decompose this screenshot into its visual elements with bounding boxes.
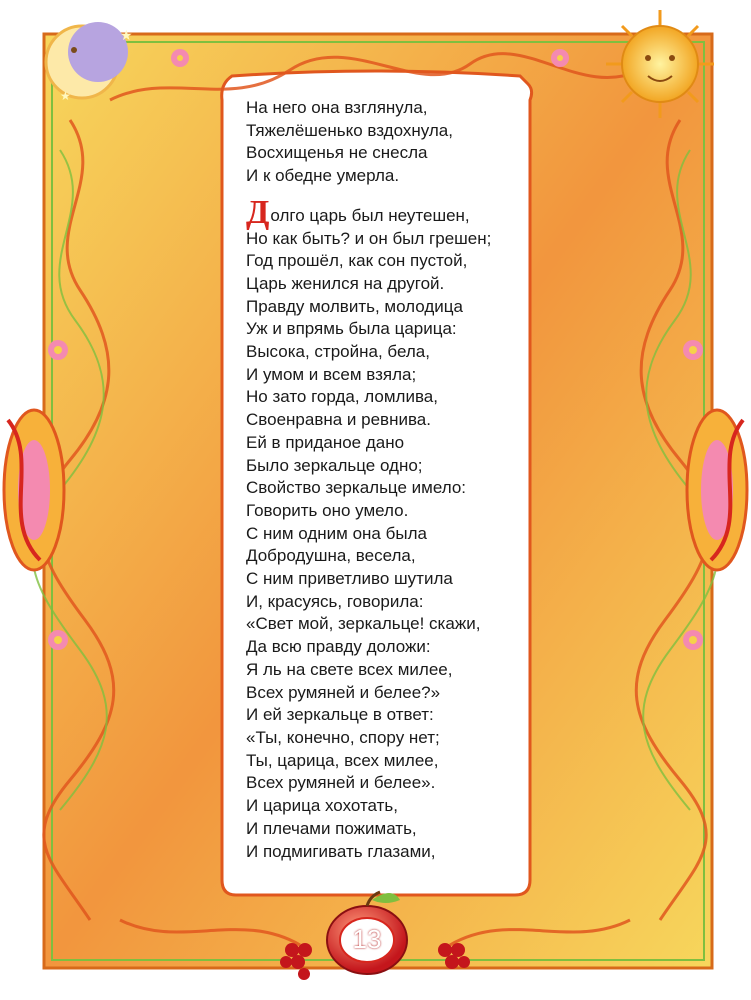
poem-line: С ним одним она была	[246, 523, 427, 543]
poem-line: На него она взглянула,	[246, 98, 428, 117]
poem-line: Высока, стройна, бела,	[246, 342, 430, 362]
drop-cap: Д	[246, 193, 270, 231]
poem-line: Я ль на свете всех милее,	[246, 659, 453, 679]
poem-line: Уж и впрямь была царица:	[246, 319, 457, 339]
svg-text:★: ★	[120, 27, 133, 43]
poem-line: С ним приветливо шутила	[246, 569, 453, 589]
sun-icon	[606, 10, 714, 118]
svg-text:★: ★	[60, 89, 71, 103]
poem-line: Год прошёл, как сон пустой,	[246, 251, 468, 271]
poem-line: Свойство зеркальце имело:	[246, 478, 467, 498]
poem-line: Восхищенья не снесла	[246, 143, 428, 163]
poem-line: И плечами пожимать,	[246, 818, 417, 838]
poem-line: И царица хохотать,	[246, 796, 399, 816]
left-medallion	[4, 410, 64, 570]
right-medallion	[687, 410, 747, 570]
poem-line: И, красуясь, говорила:	[246, 591, 424, 611]
page-number: 13	[352, 924, 382, 954]
poem-line: Говорить оно умело.	[246, 500, 409, 520]
stanza-2	[246, 193, 566, 863]
poem-line: И умом и всем взяла;	[246, 364, 417, 384]
poem-line: «Свет мой, зеркальце! скажи,	[246, 614, 481, 634]
poem-text	[246, 97, 566, 863]
poem-line: Но как быть? и он был грешен;	[246, 228, 492, 248]
poem-line: Всех румяней и белее».	[246, 773, 436, 793]
poem-line: Ты, царица, всех милее,	[246, 750, 439, 770]
poem-line: Было зеркальце одно;	[246, 455, 423, 475]
poem-line: И подмигивать глазами,	[246, 841, 436, 861]
poem-line: Да всю правду доложи:	[246, 637, 431, 657]
poem-line: Тяжелёшенько вздохнула,	[246, 120, 453, 140]
poem-line: «Ты, конечно, спору нет;	[246, 727, 440, 747]
poem-line: И к обедне умерла.	[246, 166, 400, 186]
poem-line: Ей в приданое дано	[246, 432, 405, 452]
poem-line: И ей зеркальце в ответ:	[246, 705, 434, 725]
poem-line-first	[246, 193, 566, 231]
poem-line: Но зато горда, ломлива,	[246, 387, 438, 407]
poem-line: Царь женился на другой.	[246, 273, 445, 293]
stanza-1	[246, 97, 566, 188]
poem-line: Своенравна и ревнива.	[246, 410, 431, 430]
poem-line: Добродушна, весела,	[246, 546, 416, 566]
poem-line-rest: олго царь был неутешен,	[270, 205, 470, 225]
poem-line: Всех румяней и белее?»	[246, 682, 441, 702]
poem-line: Правду молвить, молодица	[246, 296, 463, 316]
